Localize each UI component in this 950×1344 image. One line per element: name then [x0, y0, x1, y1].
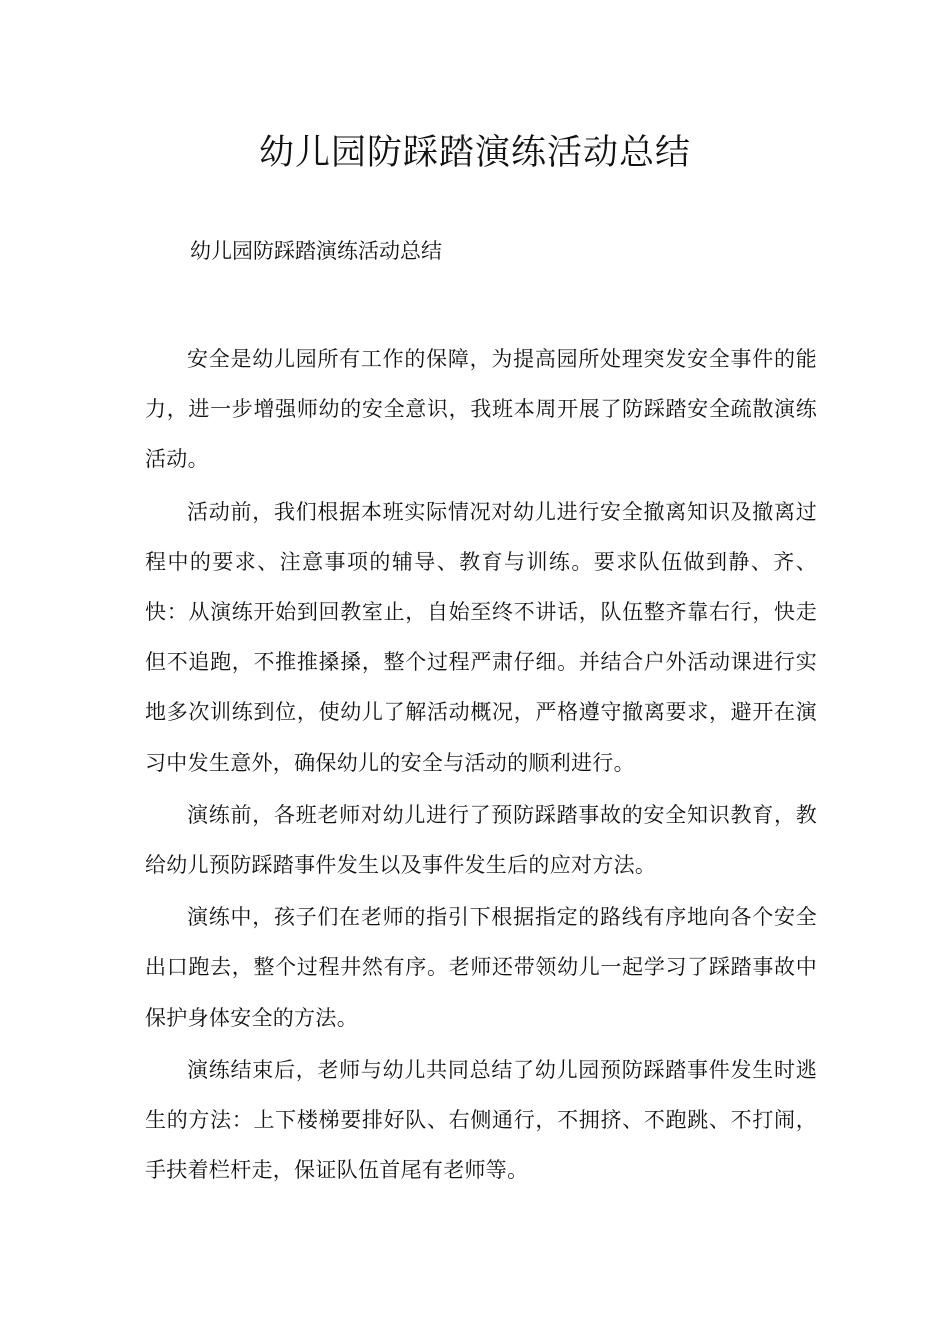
document-title: 幼儿园防踩踏演练活动总结 — [258, 133, 691, 173]
document-subtitle: 幼儿园防踩踏演练活动总结 — [190, 239, 442, 263]
paragraph: 演练前，各班老师对幼儿进行了预防踩踏事故的安全知识教育，教给幼儿预防踩踏事件发生以及事件发生后的应对方法。 — [145, 802, 817, 878]
paragraph: 演练中，孩子们在老师的指引下根据指定的路线有序地向各个安全出口跑去，整个过程井然有序。老师还带领幼儿一起学习了踩踏事故中保护身体安全的方法。 — [145, 905, 817, 1030]
paragraph: 活动前，我们根据本班实际情况对幼儿进行安全撤离知识及撤离过程中的要求、注意事项的辅导、教育与训练。要求队伍做到静、齐、快：从演练开始到回教室止，自始至终不讲话，队伍整齐靠右行，快走但不追跑，不推推搡搡，整个过程严肃仔细。并结合户外活动课进行实地多次训练到位，使幼儿了解活动概况，严格遵守撤离要求，避开在演习中发生意外，确保幼儿的安全与活动的顺利进行。 — [145, 499, 817, 775]
document-body — [145, 334, 817, 1197]
paragraph: 安全是幼儿园所有工作的保障，为提高园所处理突发安全事件的能力，进一步增强师幼的安全意识，我班本周开展了防踩踏安全疏散演练活动。 — [145, 347, 817, 472]
paragraph: 演练结束后，老师与幼儿共同总结了幼儿园预防踩踏事件发生时逃生的方法：上下楼梯要排好队、右侧通行，不拥挤、不跑跳、不打闹，手扶着栏杆走，保证队伍首尾有老师等。 — [145, 1057, 817, 1183]
